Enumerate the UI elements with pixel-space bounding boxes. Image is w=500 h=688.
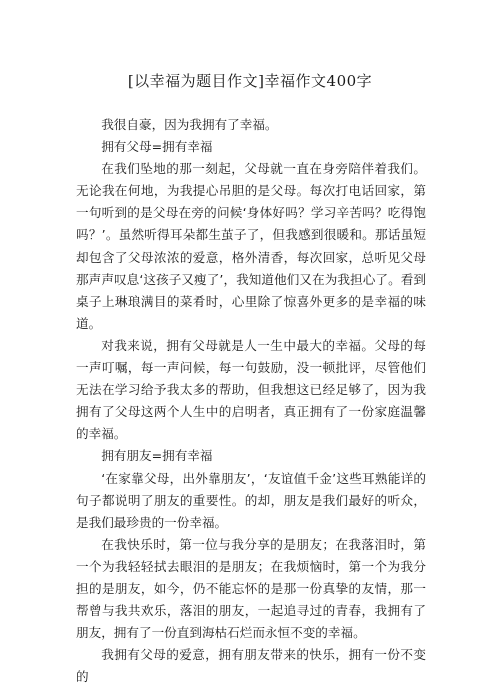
paragraph-parents-2: 对我来说，拥有父母就是人一生中最大的幸福。父母的每一声叮嘱，每一声问候，每一句鼓励，没一顿批评，尽管他们无法在学习给予我太多的帮助，但我想这已经足够了，因为我拥有了父母这两个人生中的启明者，真正拥有了一份家庭温馨的幸福。 bbox=[76, 337, 426, 442]
article-title: [以幸福为题目作文]幸福作文400字 bbox=[127, 72, 373, 90]
paragraph-intro: 我很自豪，因为我拥有了幸福。 bbox=[101, 117, 278, 132]
section-heading-friends: 拥有朋友=拥有幸福 bbox=[101, 448, 213, 464]
article-body bbox=[76, 114, 426, 688]
paragraph-friends-2: 在我快乐时，第一位与我分享的是朋友；在我落泪时，第一个为我轻轻拭去眼泪的是朋友；在我烦恼时，第一个为我分担的是朋友，如今，仍不能忘怀的是那一份真挚的友情，那一帮曾与我共欢乐，落泪的朋友，一起追寻过的青春，我拥有了朋友，拥有了一份直到海枯石烂而永恒不变的幸福。 bbox=[76, 536, 426, 641]
paragraph-conclusion: 我拥有父母的爱意，拥有朋友带来的快乐，拥有一份不变的 bbox=[76, 647, 426, 685]
section-heading-parents: 拥有父母=拥有幸福 bbox=[101, 139, 213, 155]
paragraph-parents-1: 在我们坠地的那一刻起，父母就一直在身旁陪伴着我们。无论我在何地，为我提心吊胆的是父母。每次打电话回家，第一句听到的是父母在旁的问候‘身体好吗？学习辛苦吗？吃得饱吗？’。虽然听得耳朵都生茧子了，但我感到很暖和。那话虽短却包含了父母浓浓的爱意，格外清香，每次回家，总听见父母那声声叹息‘这孩子又瘦了’，我知道他们又在为我担心了。看到桌子上琳琅满目的菜肴时，心里除了惊喜外更多的是幸福的味道。 bbox=[76, 161, 426, 331]
paragraph-friends-1: ‘在家靠父母，出外靠朋友’，‘友谊值千金’这些耳熟能详的句子都说明了朋友的重要性。的却，朋友是我们最好的听众，是我们最珍贵的一份幸福。 bbox=[76, 470, 426, 530]
